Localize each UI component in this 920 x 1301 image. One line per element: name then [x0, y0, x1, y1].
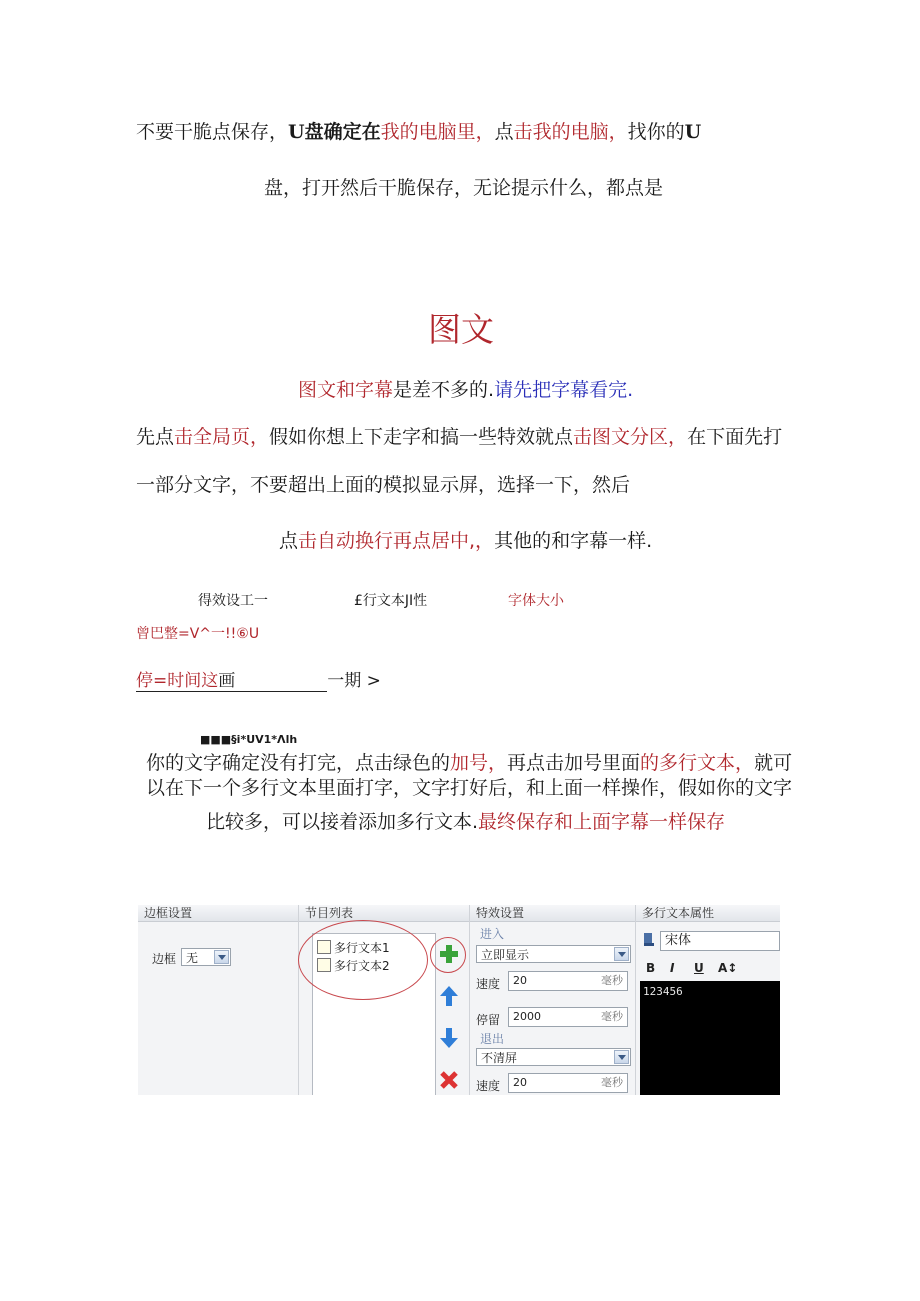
- pane-header: 边框设置: [138, 905, 298, 922]
- text: 停=时间这: [136, 671, 219, 691]
- text: 击我的电脑，: [513, 121, 628, 143]
- arrow-up-icon[interactable]: [438, 985, 460, 1007]
- stay-label: 停留: [476, 1013, 501, 1027]
- pane-header: 多行文本属性: [636, 905, 780, 922]
- garbled-label-2: £行文本JI性: [354, 593, 428, 609]
- garbled-label-3: 字体大小: [508, 593, 564, 609]
- item-label: 多行文本1: [334, 941, 390, 955]
- garbled-line-4: 曾巴整=V^一!!⑥U: [136, 626, 260, 642]
- input-value: 2000: [513, 1010, 541, 1023]
- unit-label: 毫秒: [601, 1076, 623, 1089]
- text: 最终保存和上面字幕一样保存: [478, 811, 726, 833]
- text: 假如你想上下走字和搞一些特效就点: [269, 426, 574, 448]
- stay-input[interactable]: [508, 1007, 628, 1027]
- exit-effect-select[interactable]: [476, 1048, 631, 1066]
- text-editor[interactable]: 123456: [640, 981, 780, 1095]
- text: 的多行文本，: [640, 752, 755, 774]
- text: 图文和字幕: [298, 379, 394, 401]
- italic-button[interactable]: I: [670, 961, 675, 975]
- text: 点: [494, 121, 514, 143]
- effect-settings-pane: [470, 905, 636, 1095]
- underline-blank: [235, 677, 327, 692]
- pane-header: 特效设置: [470, 905, 635, 922]
- text: 再点击加号里面: [507, 752, 641, 774]
- text: 是差不多的.: [393, 379, 495, 401]
- section-title: 图文: [428, 310, 494, 349]
- chevron-down-icon[interactable]: [614, 1050, 629, 1064]
- text: 先点: [136, 426, 175, 448]
- text: U盘确定在: [288, 121, 381, 143]
- unit-label: 毫秒: [601, 1010, 623, 1023]
- para1-line-2: 一部分文字，不要超出上面的模拟显示屏，选择一下，然后: [136, 474, 631, 496]
- select-value: 不清屏: [481, 1051, 518, 1065]
- para1-line-1: [136, 426, 782, 448]
- border-label: 边框: [152, 952, 177, 966]
- input-value: 宋体: [665, 933, 692, 948]
- speed-input[interactable]: [508, 971, 628, 991]
- text: 其他的和字幕一样.: [494, 530, 653, 552]
- border-settings-pane: [138, 905, 299, 1095]
- garbled-label-1: 得效设工一: [198, 593, 268, 609]
- speed2-label: 速度: [476, 1079, 501, 1093]
- chevron-down-icon[interactable]: [614, 947, 629, 961]
- text: 在下面先打: [687, 426, 783, 448]
- text: 点: [279, 530, 299, 552]
- speed-label: 速度: [476, 977, 501, 991]
- text: 加号，: [450, 752, 508, 774]
- text: 击全局页，: [174, 426, 270, 448]
- text: 比较多，可以接着添加多行文本.: [206, 811, 479, 833]
- highlight-circle: [298, 920, 428, 1000]
- highlight-circle-add: [430, 937, 466, 973]
- font-name-input[interactable]: [660, 931, 780, 951]
- chevron-down-icon[interactable]: [214, 950, 229, 964]
- text: 找你的: [627, 121, 685, 143]
- speed2-input[interactable]: [508, 1073, 628, 1093]
- para2-line-1: [146, 752, 792, 774]
- delete-icon[interactable]: [438, 1069, 460, 1091]
- garbled-line-5: [136, 666, 381, 692]
- section-subtitle: [298, 379, 633, 401]
- para2-line-2: 以在下一个多行文本里面打字，文字打好后，和上面一样操作，假如你的文字: [146, 777, 793, 799]
- pane-header: 节目列表: [299, 905, 469, 922]
- input-value: 20: [513, 1076, 527, 1089]
- text: 击图文分区，: [573, 426, 688, 448]
- text: 一期 >: [327, 671, 381, 691]
- exit-group-label: 退出: [480, 1032, 505, 1046]
- enter-effect-select[interactable]: [476, 945, 631, 963]
- input-value: 20: [513, 974, 527, 987]
- text: U: [684, 121, 702, 143]
- software-screenshot: [138, 905, 780, 1095]
- para2-line-3: [206, 811, 725, 833]
- garbled-line-6: ■■■§i*UV1*Λlh: [200, 733, 298, 746]
- text: 不要干脆点保存，: [136, 121, 289, 143]
- intro-line-2: 盘，打开然后干脆保存，无论提示什么，都点是: [264, 177, 664, 199]
- text: 画: [218, 671, 236, 691]
- enter-group-label: 进入: [480, 927, 505, 941]
- text: 我的电脑里，: [380, 121, 495, 143]
- item-label: 多行文本2: [334, 959, 390, 973]
- bold-button[interactable]: B: [646, 961, 656, 975]
- text: 你的文字确定没有打完，点击绿色的: [146, 752, 451, 774]
- text: 就可: [754, 752, 793, 774]
- font-size-button[interactable]: A↕: [718, 961, 738, 975]
- underline-button[interactable]: U: [694, 961, 704, 975]
- intro-line-1: [136, 121, 701, 143]
- text: 请先把字幕看完.: [494, 379, 634, 401]
- arrow-down-icon[interactable]: [438, 1027, 460, 1049]
- text: 击自动换行再点居中,，: [298, 530, 495, 552]
- select-value: 无: [186, 951, 199, 965]
- unit-label: 毫秒: [601, 974, 623, 987]
- para1-line-3: [279, 530, 652, 552]
- select-value: 立即显示: [481, 948, 530, 962]
- border-select[interactable]: [181, 948, 231, 966]
- paint-bucket-icon[interactable]: [642, 931, 656, 947]
